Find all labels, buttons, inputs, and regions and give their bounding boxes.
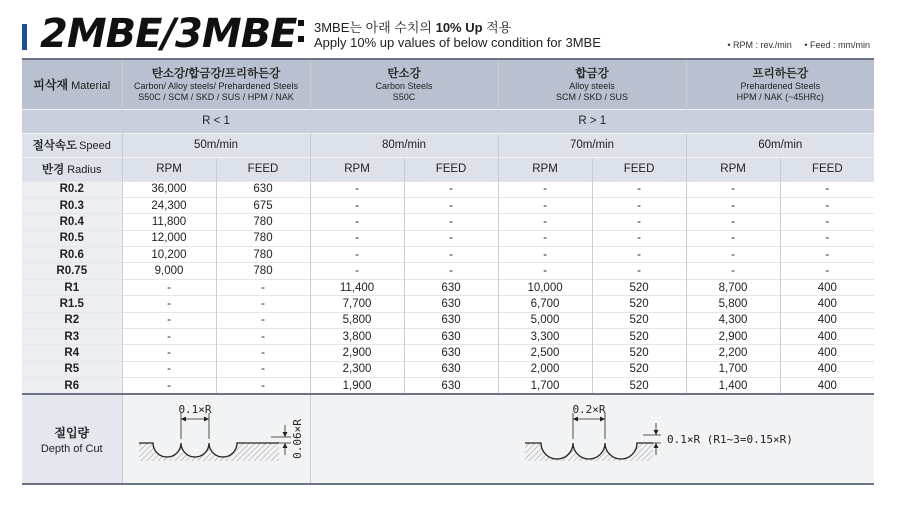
rpm-cell: 5,800	[310, 312, 404, 328]
radius-range-large: R > 1	[310, 109, 874, 133]
note-korean: 3MBE는 아래 수치의 10% Up 적용	[314, 20, 512, 35]
radius-cell: R0.2	[22, 181, 122, 197]
rpm-cell: -	[310, 247, 404, 263]
rpm-header: RPM	[686, 157, 780, 181]
feed-cell: 520	[592, 279, 686, 295]
column-header-row	[22, 157, 874, 181]
feed-cell: -	[216, 329, 310, 345]
feed-cell: -	[404, 181, 498, 197]
rpm-cell: -	[686, 181, 780, 197]
radius-cell: R4	[22, 345, 122, 361]
rpm-cell: 2,300	[310, 361, 404, 377]
feed-cell: -	[216, 296, 310, 312]
table-row	[22, 345, 874, 361]
rpm-cell: -	[686, 247, 780, 263]
feed-cell: 780	[216, 247, 310, 263]
rpm-cell: 3,800	[310, 329, 404, 345]
rpm-cell: 4,300	[686, 312, 780, 328]
feed-cell: -	[216, 378, 310, 394]
radius-cell: R0.4	[22, 214, 122, 230]
rpm-cell: -	[686, 230, 780, 246]
table-row	[22, 329, 874, 345]
rpm-cell: 2,000	[498, 361, 592, 377]
rpm-cell: 5,800	[686, 296, 780, 312]
rpm-cell: 2,500	[498, 345, 592, 361]
feed-cell: 630	[404, 279, 498, 295]
feed-cell: -	[216, 279, 310, 295]
rpm-cell: -	[686, 263, 780, 279]
feed-header: FEED	[216, 157, 310, 181]
rpm-cell: -	[498, 230, 592, 246]
feed-cell: -	[404, 214, 498, 230]
radius-cell: R1.5	[22, 296, 122, 312]
rpm-cell: -	[498, 263, 592, 279]
feed-cell: 630	[404, 378, 498, 394]
rpm-cell: 1,700	[686, 361, 780, 377]
rpm-cell: -	[122, 378, 216, 394]
depth-label-large: 0.1×R (R1~3=0.15×R)	[666, 433, 793, 447]
rpm-cell: 10,200	[122, 247, 216, 263]
rpm-cell: -	[122, 329, 216, 345]
radius-cell: R1	[22, 279, 122, 295]
rpm-cell: -	[310, 214, 404, 230]
feed-cell: -	[404, 197, 498, 213]
feed-cell: 520	[592, 329, 686, 345]
radius-cell: R2	[22, 312, 122, 328]
radius-cell: R0.75	[22, 263, 122, 279]
feed-cell: 675	[216, 197, 310, 213]
cutting-condition-table	[22, 58, 874, 485]
feed-cell: 630	[404, 312, 498, 328]
feed-cell: 520	[592, 345, 686, 361]
feed-cell: 630	[404, 345, 498, 361]
table-row	[22, 361, 874, 377]
table-row	[22, 378, 874, 394]
material-header-row	[22, 59, 874, 109]
table-row	[22, 247, 874, 263]
feed-cell: -	[780, 247, 874, 263]
material-label: 피삭재 Material	[22, 59, 122, 109]
speed-value: 70m/min	[498, 133, 686, 157]
rpm-cell: 8,700	[686, 279, 780, 295]
rpm-cell: -	[686, 197, 780, 213]
feed-cell: -	[592, 263, 686, 279]
data-rows	[22, 181, 874, 394]
radius-cell: R5	[22, 361, 122, 377]
depth-of-cut-row	[22, 394, 874, 484]
table-row	[22, 181, 874, 197]
rpm-header: RPM	[498, 157, 592, 181]
feed-cell: -	[780, 263, 874, 279]
depth-label: 절입량 Depth of Cut	[22, 394, 122, 484]
pitch-label-small: 0.1×R	[177, 403, 212, 417]
rpm-cell: 36,000	[122, 181, 216, 197]
material-cell: 탄소강/합금강/프리하든강 Carbon/ Alloy steels/ Prehardened Steels S50C / SCM / SKD / SUS / HPM / NAK	[122, 59, 310, 109]
feed-cell: 400	[780, 345, 874, 361]
rpm-cell: 24,300	[122, 197, 216, 213]
material-cell: 합금강 Alloy steels SCM / SKD / SUS	[498, 59, 686, 109]
table-row	[22, 230, 874, 246]
feed-cell: -	[780, 230, 874, 246]
rpm-cell: 1,400	[686, 378, 780, 394]
feed-cell: -	[404, 263, 498, 279]
feed-cell: -	[592, 197, 686, 213]
rpm-cell: -	[498, 214, 592, 230]
rpm-cell: -	[686, 214, 780, 230]
rpm-cell: 2,200	[686, 345, 780, 361]
radius-cell: R6	[22, 378, 122, 394]
unit-feed: • Feed : mm/min	[804, 40, 870, 50]
speed-row	[22, 133, 874, 157]
feed-cell: -	[780, 181, 874, 197]
rpm-cell: 9,000	[122, 263, 216, 279]
speed-value: 80m/min	[310, 133, 498, 157]
table-row	[22, 296, 874, 312]
rpm-cell: -	[122, 296, 216, 312]
feed-header: FEED	[592, 157, 686, 181]
feed-cell: -	[780, 214, 874, 230]
rpm-cell: 12,000	[122, 230, 216, 246]
feed-cell: -	[216, 345, 310, 361]
rpm-cell: 5,000	[498, 312, 592, 328]
feed-cell: 400	[780, 378, 874, 394]
radius-cell: R0.6	[22, 247, 122, 263]
feed-cell: -	[216, 312, 310, 328]
pitch-label-large: 0.2×R	[571, 403, 606, 417]
rpm-cell: 6,700	[498, 296, 592, 312]
material-cell: 프리하든강 Prehardened Steels HPM / NAK (~45HRc)	[686, 59, 874, 109]
feed-cell: -	[404, 230, 498, 246]
feed-cell: 780	[216, 214, 310, 230]
feed-cell: -	[592, 247, 686, 263]
note-english: Apply 10% up values of below condition for 3MBE	[314, 35, 601, 50]
rpm-header: RPM	[122, 157, 216, 181]
feed-cell: 630	[404, 329, 498, 345]
feed-cell: 520	[592, 296, 686, 312]
rpm-cell: 2,900	[310, 345, 404, 361]
feed-cell: 400	[780, 296, 874, 312]
unit-legend	[717, 40, 870, 50]
title-accent-bar	[22, 24, 27, 50]
rpm-cell: -	[310, 181, 404, 197]
rpm-cell: 1,900	[310, 378, 404, 394]
feed-cell: 520	[592, 378, 686, 394]
feed-header: FEED	[404, 157, 498, 181]
table-row	[22, 263, 874, 279]
rpm-cell: -	[498, 197, 592, 213]
radius-cell: R0.5	[22, 230, 122, 246]
feed-cell: 400	[780, 279, 874, 295]
feed-cell: -	[592, 230, 686, 246]
speed-label: 절삭속도 Speed	[22, 133, 122, 157]
radius-range-small: R < 1	[122, 109, 310, 133]
rpm-cell: -	[310, 230, 404, 246]
rpm-cell: -	[498, 181, 592, 197]
feed-cell: -	[216, 361, 310, 377]
table-row	[22, 214, 874, 230]
rpm-cell: -	[122, 312, 216, 328]
table-row	[22, 279, 874, 295]
feed-cell: 780	[216, 263, 310, 279]
rpm-cell: -	[122, 361, 216, 377]
material-cell: 탄소강 Carbon Steels S50C	[310, 59, 498, 109]
radius-cell: R3	[22, 329, 122, 345]
rpm-cell: -	[310, 197, 404, 213]
radius-range-row	[22, 109, 874, 133]
rpm-cell: -	[310, 263, 404, 279]
depth-diagram-small	[122, 394, 310, 484]
rpm-cell: -	[498, 247, 592, 263]
speed-value: 50m/min	[122, 133, 310, 157]
rpm-cell: -	[122, 279, 216, 295]
feed-cell: 780	[216, 230, 310, 246]
feed-cell: 520	[592, 312, 686, 328]
page-title: 2MBE/3MBE	[40, 11, 297, 57]
depth-diagram-large	[310, 394, 874, 484]
speed-value: 60m/min	[686, 133, 874, 157]
radius-cell: R0.3	[22, 197, 122, 213]
rpm-cell: -	[122, 345, 216, 361]
rpm-cell: 1,700	[498, 378, 592, 394]
rpm-cell: 11,400	[310, 279, 404, 295]
depth-label-small: 0.06×R	[290, 419, 304, 459]
feed-cell: 630	[404, 361, 498, 377]
feed-cell: 400	[780, 329, 874, 345]
rpm-cell: 2,900	[686, 329, 780, 345]
feed-cell: 630	[404, 296, 498, 312]
rpm-cell: 3,300	[498, 329, 592, 345]
feed-cell: 400	[780, 361, 874, 377]
radius-label: 반경 Radius	[22, 157, 122, 181]
table-row	[22, 312, 874, 328]
rpm-cell: 11,800	[122, 214, 216, 230]
feed-cell: -	[592, 181, 686, 197]
rpm-cell: 10,000	[498, 279, 592, 295]
feed-cell: 630	[216, 181, 310, 197]
note-bullets	[298, 20, 306, 52]
feed-cell: 520	[592, 361, 686, 377]
feed-cell: -	[592, 214, 686, 230]
cut-profile-large-diagram	[511, 399, 811, 479]
rpm-header: RPM	[310, 157, 404, 181]
feed-cell: -	[404, 247, 498, 263]
page-header	[0, 0, 900, 56]
table-row	[22, 197, 874, 213]
cut-profile-small-diagram	[129, 399, 304, 479]
feed-cell: -	[780, 197, 874, 213]
unit-rpm: • RPM : rev./min	[727, 40, 792, 50]
rpm-cell: 7,700	[310, 296, 404, 312]
feed-header: FEED	[780, 157, 874, 181]
feed-cell: 400	[780, 312, 874, 328]
